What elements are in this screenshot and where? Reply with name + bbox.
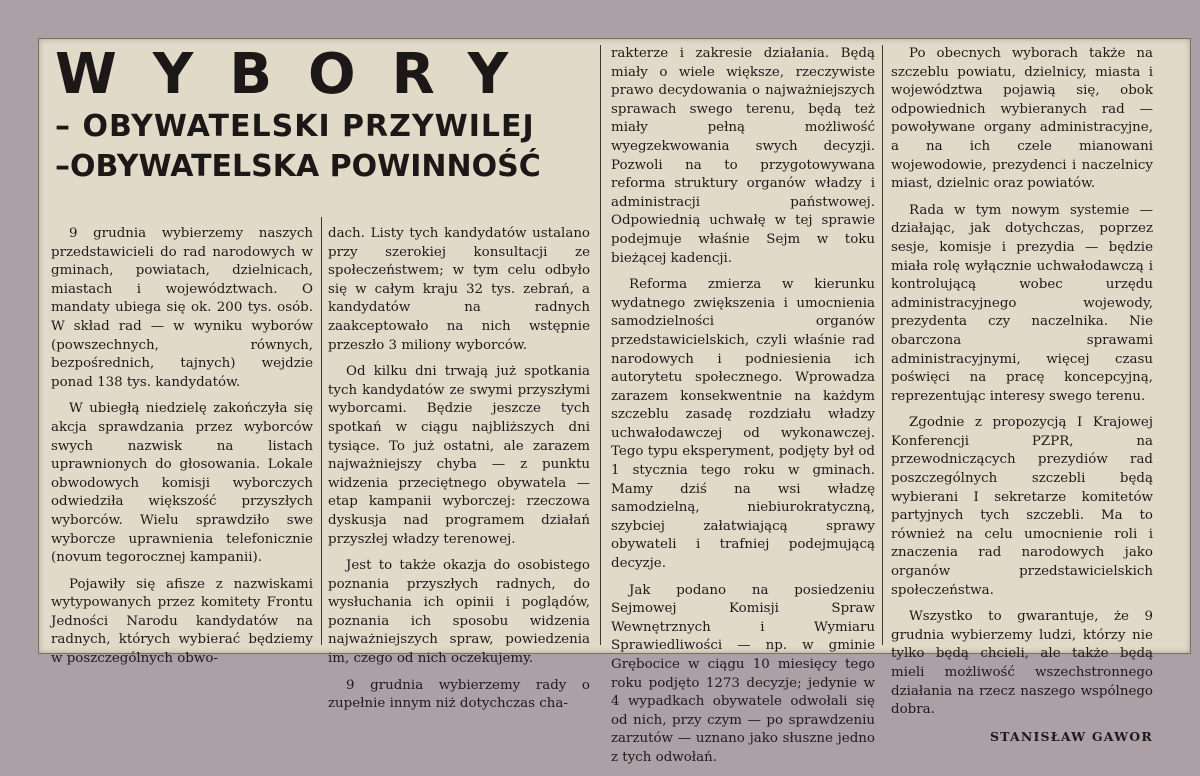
headline-line-3: –OBYWATELSKA POWINNOŚĆ <box>55 149 541 184</box>
column-rule <box>321 217 322 645</box>
article-column-4 <box>891 45 1153 746</box>
column-rule <box>600 45 601 645</box>
column-rule <box>882 45 883 645</box>
paragraph: Po obecnych wyborach także na szczeblu powiatu, dzielnicy, miasta i województwa pojawią się, obok odpowiednich wybieranych rad — powoływane organy administracyjne, a na ich czele mianowani wojewodowie, prezydenci i naczelnicy miast, dzielnic oraz powiatów. <box>891 46 1153 192</box>
paragraph: rakterze i zakresie działania. Będą miały o wiele większe, rzeczywiste prawo decydowania o najważniejszych sprawach swego terenu, będą też miały pełną możliwość wyegzekwowania swych decyzji. Pozwoli na to przygotowywana reforma struktury organów władzy i administracji państwowej. Odpowiednią uchwałę w tej sprawie podejmuje właśnie Sejm w toku bieżącej kadencji. <box>611 46 875 266</box>
paragraph: Pojawiły się afisze z nazwiskami wytypowanych przez komitety Frontu Jedności Narodu kandydatów na radnych, których wybierać będziemy w poszczególnych obwo- <box>51 576 313 667</box>
paragraph: Jest to także okazja do osobistego poznania przyszłych radnych, do wysłuchania ich opinii i poglądów, poznania ich sposobu widzenia najważniejszych spraw, powiedzenia im, czego od nich oczekujemy. <box>328 558 590 667</box>
paragraph: 9 grudnia wybierzemy rady o zupełnie innym niż dotychczas cha- <box>328 677 590 712</box>
paragraph: Zgodnie z propozycją I Krajowej Konferencji PZPR, na przewodniczących prezydiów rad poszczególnych szczebli będą wybierani I sekretarze komitetów partyjnych tych szczebli. Ma to również na celu umocnienie roli i znaczenia rad narodowych jako organów przedstawicielskich społeczeństwa. <box>891 415 1153 598</box>
headline-line-2: – OBYWATELSKI PRZYWILEJ <box>55 109 535 144</box>
article-column-2 <box>328 225 590 722</box>
paragraph: Od kilku dni trwają już spotkania tych kandydatów ze swymi przyszłymi wyborcami. Będzie jeszcze tych spotkań w ciągu najbliższych dni tysiące. To już ostatni, ale zarazem najważniejszy chyba — z punktu widzenia przeciętnego obywatela — etap kampanii wyborczej: rzeczowa dyskusja nad programem działań przyszłej władzy terenowej. <box>328 364 590 547</box>
paragraph: W ubiegłą niedzielę zakończyła się akcja sprawdzania przez wyborców swych nazwisk na listach uprawnionych do głosowania. Lokale obwodowych komisji wyborczych odwiedziła większość przyszłych wyborców. Wielu sprawdziło swe wyborcze uprawnienia telefonicznie (novum tegorocznej kampanii). <box>51 401 313 566</box>
headline <box>55 43 544 187</box>
headline-main: WYBORY <box>55 42 545 107</box>
paragraph: Wszystko to gwarantuje, że 9 grudnia wybierzemy ludzi, którzy nie tylko będą chcieli, ale także będą mieli możliwość wszechstronnego działania na rzecz naszego wspólnego dobra. <box>891 609 1153 718</box>
article-column-1 <box>51 225 313 677</box>
newspaper-clipping <box>38 38 1191 765</box>
paragraph: Rada w tym nowym systemie — działając, jak dotychczas, poprzez sesje, komisje i prezydia — będzie miała rolę wyłącznie uchwałodawczą i kontrolującą wobec urzędu administracyjnego wojewody, prezydenta czy naczelnika. Nie obarczona sprawami administracyjnymi, więcej czasu poświęci na pracę koncepcyjną, reprezentując interesy swego terenu. <box>891 202 1153 404</box>
article-column-3 <box>611 45 875 776</box>
paragraph: 9 grudnia wybierzemy naszych przedstawicieli do rad narodowych w gminach, powiatach, dzielnicach, miastach i województwach. O mandaty ubiega się ok. 200 tys. osób. W skład rad — w wyniku wyborów (powszechnych, równych, bezpośrednich, tajnych) wejdzie ponad 138 tys. kandydatów. <box>51 226 313 390</box>
paragraph: Jak podano na posiedzeniu Sejmowej Komisji Spraw Wewnętrznych i Wymiaru Sprawiedliwości — np. w gminie Grębocice w ciągu 10 miesięcy tego roku podjęto 1273 decyzje; jedynie w 4 wypadkach obywatele odwołali się od nich, przy czym — po sprawdzeniu zarzutów — uznano jako słuszne jedno z tych odwołań. <box>611 582 875 765</box>
author-byline: STANISŁAW GAWOR <box>989 728 1153 744</box>
paragraph: dach. Listy tych kandydatów ustalano przy szerokiej konsultacji ze społeczeństwem; w tym celu odbyło się w całym kraju 32 tys. zebrań, a kandydatów na radnych zaakceptowało na nich wstępnie przeszło 3 miliony wyborców. <box>328 226 590 353</box>
paragraph: Reforma zmierza w kierunku wydatnego zwiększenia i umocnienia samodzielności organów przedstawicielskich, czyli właśnie rad narodowych i podniesienia ich autorytetu społecznego. Wprowadza zarazem konsekwentnie na każdym szczeblu zasadę rozdziału władzy uchwałodawczej od wykonawczej. Tego typu eksperyment, podjęty był od 1 stycznia tego roku w gminach. Mamy dziś na wsi władzę samodzielną, niebiurokratyczną, szybciej załatwiającą sprawy obywateli i trafniej podejmującą decyzje. <box>611 277 875 572</box>
